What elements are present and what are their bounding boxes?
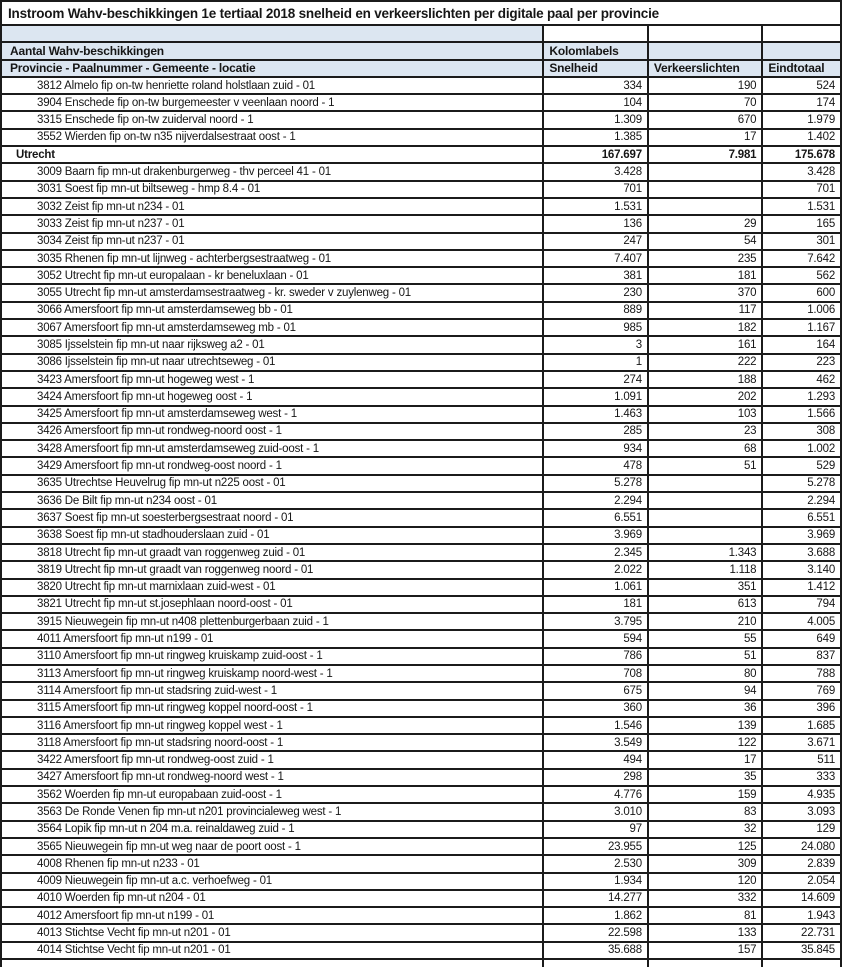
verkeerslichten-value-cell: 7.981 xyxy=(649,147,763,162)
eindtotaal-value-cell: 223 xyxy=(816,356,836,369)
eindtotaal-value-cell: 788 xyxy=(816,667,836,680)
verkeerslichten-value-cell: 670 xyxy=(649,112,763,127)
table-row xyxy=(2,614,840,631)
location-label-cell: 4013 Stichtse Vecht fip mn-ut n201 - 01 xyxy=(2,925,544,940)
location-label-cell: 3115 Amersfoort fip mn-ut ringweg koppel noord-oost - 1 xyxy=(2,701,544,716)
snelheid-value-cell: 708 xyxy=(544,666,649,681)
snelheid-value-cell: 4.776 xyxy=(544,787,649,802)
eindtotaal-value-cell: 2.294 xyxy=(807,494,836,507)
verkeerslichten-value-cell: 68 xyxy=(649,441,763,456)
location-label-cell: 3066 Amersfoort fip mn-ut amsterdamseweg bb - 01 xyxy=(2,303,544,318)
location-label-cell: 3425 Amersfoort fip mn-ut amsterdamseweg west - 1 xyxy=(2,407,544,422)
partial-cell xyxy=(649,960,763,967)
eindtotaal-value-cell: 4.005 xyxy=(807,615,836,628)
verkeerslichten-value-cell xyxy=(649,510,763,525)
table-row xyxy=(2,130,840,147)
table-row xyxy=(2,441,840,458)
eindtotaal-value-cell: 1.943 xyxy=(807,909,836,922)
eindtotaal-value-cell: 794 xyxy=(816,598,836,611)
snelheid-value-cell: 3 xyxy=(544,337,649,352)
snelheid-value-cell: 14.277 xyxy=(544,891,649,906)
table-row xyxy=(2,510,840,527)
table-row xyxy=(2,424,840,441)
table-row xyxy=(2,458,840,475)
eindtotaal-value-cell: 1.006 xyxy=(807,304,836,317)
verkeerslichten-value-cell xyxy=(649,164,763,179)
snelheid-value-cell: 285 xyxy=(544,424,649,439)
verkeerslichten-value-cell: 120 xyxy=(649,874,763,889)
table-row xyxy=(2,631,840,648)
snelheid-value-cell: 594 xyxy=(544,631,649,646)
location-label-cell: 3904 Enschede fip on-tw burgemeester v veenlaan noord - 1 xyxy=(2,95,544,110)
verkeerslichten-value-cell: 54 xyxy=(649,234,763,249)
location-label-cell: 3635 Utrechtse Heuvelrug fip mn-ut n225 oost - 01 xyxy=(2,476,544,491)
verkeerslichten-value-cell: 83 xyxy=(649,804,763,819)
verkeerslichten-value-cell: 159 xyxy=(649,787,763,802)
location-label-cell: 4011 Amersfoort fip mn-ut n199 - 01 xyxy=(2,631,544,646)
partial-cell xyxy=(544,960,649,967)
eindtotaal-value-cell: 1.566 xyxy=(807,408,836,421)
partial-cell xyxy=(2,960,544,967)
verkeerslichten-value-cell xyxy=(649,493,763,508)
table-row xyxy=(2,389,840,406)
table-row xyxy=(2,320,840,337)
location-label-cell: 4012 Amersfoort fip mn-ut n199 - 01 xyxy=(2,908,544,923)
snelheid-value-cell: 786 xyxy=(544,649,649,664)
table-row xyxy=(2,182,840,199)
column-header-snelheid: Snelheid xyxy=(544,61,649,76)
table-row xyxy=(2,234,840,251)
eindtotaal-value-cell: 562 xyxy=(816,269,836,282)
verkeerslichten-value-cell: 70 xyxy=(649,95,763,110)
snelheid-value-cell: 23.955 xyxy=(544,839,649,854)
spacer-row xyxy=(2,26,840,43)
verkeerslichten-value-cell: 133 xyxy=(649,925,763,940)
location-label-cell: 3428 Amersfoort fip mn-ut amsterdamseweg zuid-oost - 1 xyxy=(2,441,544,456)
snelheid-value-cell: 3.795 xyxy=(544,614,649,629)
verkeerslichten-value-cell: 51 xyxy=(649,458,763,473)
eindtotaal-value-cell: 837 xyxy=(816,650,836,663)
table-row xyxy=(2,718,840,735)
table-row xyxy=(2,839,840,856)
verkeerslichten-value-cell: 81 xyxy=(649,908,763,923)
verkeerslichten-value-cell xyxy=(649,528,763,543)
table-row xyxy=(2,580,840,597)
location-label-cell: 3009 Baarn fip mn-ut drakenburgerweg - thv perceel 41 - 01 xyxy=(2,164,544,179)
verkeerslichten-value-cell: 94 xyxy=(649,683,763,698)
location-label-cell: 3110 Amersfoort fip mn-ut ringweg kruiskamp zuid-oost - 1 xyxy=(2,649,544,664)
snelheid-value-cell: 35.688 xyxy=(544,943,649,958)
eindtotaal-value-cell: 6.551 xyxy=(807,511,836,524)
location-label-cell: 3315 Enschede fip on-tw zuiderval noord - 1 xyxy=(2,112,544,127)
column-header-row xyxy=(2,61,840,78)
eindtotaal-value-cell: 396 xyxy=(816,702,836,715)
verkeerslichten-value-cell: 182 xyxy=(649,320,763,335)
eindtotaal-value-cell: 600 xyxy=(816,287,836,300)
verkeerslichten-value-cell: 1.343 xyxy=(649,545,763,560)
verkeerslichten-value-cell: 332 xyxy=(649,891,763,906)
verkeerslichten-value-cell xyxy=(649,199,763,214)
verkeerslichten-value-cell: 235 xyxy=(649,251,763,266)
snelheid-value-cell: 3.428 xyxy=(544,164,649,179)
verkeerslichten-value-cell: 103 xyxy=(649,407,763,422)
table-row xyxy=(2,804,840,821)
eindtotaal-value-cell: 164 xyxy=(816,338,836,351)
snelheid-value-cell: 1.546 xyxy=(544,718,649,733)
eindtotaal-value-cell: 14.609 xyxy=(801,892,836,905)
location-label-cell: 3563 De Ronde Venen fip mn-ut n201 provincialeweg west - 1 xyxy=(2,804,544,819)
eindtotaal-value-cell: 701 xyxy=(816,183,836,196)
eindtotaal-value-cell: 3.428 xyxy=(807,166,836,179)
table-row xyxy=(2,562,840,579)
eindtotaal-value-cell: 1.402 xyxy=(807,131,836,144)
eindtotaal-value-cell: 165 xyxy=(816,217,836,230)
eindtotaal-value-cell: 301 xyxy=(816,235,836,248)
verkeerslichten-value-cell: 122 xyxy=(649,735,763,750)
table-row xyxy=(2,355,840,372)
eindtotaal-value-cell: 769 xyxy=(816,684,836,697)
snelheid-value-cell: 1.463 xyxy=(544,407,649,422)
table-row xyxy=(2,268,840,285)
snelheid-value-cell: 1.061 xyxy=(544,580,649,595)
location-label-cell: 3031 Soest fip mn-ut biltseweg - hmp 8.4 - 01 xyxy=(2,182,544,197)
verkeerslichten-value-cell: 351 xyxy=(649,580,763,595)
verkeerslichten-value-cell: 36 xyxy=(649,701,763,716)
eindtotaal-value-cell: 3.969 xyxy=(807,529,836,542)
location-label-cell: 3637 Soest fip mn-ut soesterbergsestraat noord - 01 xyxy=(2,510,544,525)
snelheid-value-cell: 494 xyxy=(544,752,649,767)
table-row xyxy=(2,476,840,493)
snelheid-value-cell: 247 xyxy=(544,234,649,249)
partial-cell xyxy=(763,960,840,967)
verkeerslichten-value-cell: 181 xyxy=(649,268,763,283)
eindtotaal-value-cell: 1.531 xyxy=(807,200,836,213)
table-row xyxy=(2,251,840,268)
location-label-cell: 3426 Amersfoort fip mn-ut rondweg-noord oost - 1 xyxy=(2,424,544,439)
eindtotaal-value-cell: 524 xyxy=(816,79,836,92)
table-row xyxy=(2,216,840,233)
location-label-cell: 3821 Utrecht fip mn-ut st.josephlaan noord-oost - 01 xyxy=(2,597,544,612)
verkeerslichten-value-cell: 202 xyxy=(649,389,763,404)
verkeerslichten-value-cell: 370 xyxy=(649,285,763,300)
location-label-cell: 3034 Zeist fip mn-ut n237 - 01 xyxy=(2,234,544,249)
location-label-cell: 3052 Utrecht fip mn-ut europalaan - kr beneluxlaan - 01 xyxy=(2,268,544,283)
snelheid-value-cell: 3.549 xyxy=(544,735,649,750)
location-label-cell: 3055 Utrecht fip mn-ut amsterdamsestraatweg - kr. sweder v zuylenweg - 01 xyxy=(2,285,544,300)
table-row xyxy=(2,908,840,925)
location-label-cell: 4014 Stichtse Vecht fip mn-ut n201 - 01 xyxy=(2,943,544,958)
table-row xyxy=(2,372,840,389)
eindtotaal-value-cell: 3.140 xyxy=(807,563,836,576)
snelheid-value-cell: 381 xyxy=(544,268,649,283)
eindtotaal-value-cell: 333 xyxy=(816,771,836,784)
verkeerslichten-value-cell: 161 xyxy=(649,337,763,352)
verkeerslichten-value-cell: 17 xyxy=(649,130,763,145)
verkeerslichten-value-cell: 222 xyxy=(649,355,763,370)
verkeerslichten-value-cell: 32 xyxy=(649,822,763,837)
eindtotaal-value-cell: 24.080 xyxy=(801,840,836,853)
location-label-cell: 3820 Utrecht fip mn-ut marnixlaan zuid-west - 01 xyxy=(2,580,544,595)
snelheid-value-cell: 1.862 xyxy=(544,908,649,923)
verkeerslichten-value-cell xyxy=(649,476,763,491)
location-label-cell: 4010 Woerden fip mn-ut n204 - 01 xyxy=(2,891,544,906)
table-row xyxy=(2,701,840,718)
table-row xyxy=(2,199,840,216)
table-row xyxy=(2,856,840,873)
verkeerslichten-value-cell: 17 xyxy=(649,752,763,767)
verkeerslichten-value-cell: 157 xyxy=(649,943,763,958)
snelheid-value-cell: 1.385 xyxy=(544,130,649,145)
snelheid-value-cell: 478 xyxy=(544,458,649,473)
location-label-cell: 3562 Woerden fip mn-ut europabaan zuid-oost - 1 xyxy=(2,787,544,802)
measure-empty-cell xyxy=(763,43,840,58)
eindtotaal-value-cell: 1.002 xyxy=(807,442,836,455)
snelheid-value-cell: 3.969 xyxy=(544,528,649,543)
snelheid-value-cell: 985 xyxy=(544,320,649,335)
verkeerslichten-value-cell: 190 xyxy=(649,78,763,93)
snelheid-value-cell: 5.278 xyxy=(544,476,649,491)
column-header-verkeerslichten: Verkeerslichten xyxy=(649,61,763,76)
eindtotaal-value-cell: 3.688 xyxy=(807,546,836,559)
snelheid-value-cell: 675 xyxy=(544,683,649,698)
location-label-cell: 3118 Amersfoort fip mn-ut stadsring noord-oost - 1 xyxy=(2,735,544,750)
eindtotaal-value-cell: 529 xyxy=(816,460,836,473)
verkeerslichten-value-cell xyxy=(649,182,763,197)
table-row xyxy=(2,666,840,683)
snelheid-value-cell: 7.407 xyxy=(544,251,649,266)
location-label-cell: 3116 Amersfoort fip mn-ut ringweg koppel west - 1 xyxy=(2,718,544,733)
eindtotaal-value-cell: 1.293 xyxy=(807,390,836,403)
location-label-cell: 4009 Nieuwegein fip mn-ut a.c. verhoefweg - 01 xyxy=(2,874,544,889)
measure-label: Aantal Wahv-beschikkingen xyxy=(2,43,544,58)
eindtotaal-value-cell: 7.642 xyxy=(807,252,836,265)
location-label-cell: 3424 Amersfoort fip mn-ut hogeweg oost - 1 xyxy=(2,389,544,404)
report-title: Instroom Wahv-beschikkingen 1e tertiaal 2018 snelheid en verkeerslichten per digitale paal per provincie xyxy=(2,2,840,26)
eindtotaal-value-cell: 1.167 xyxy=(807,321,836,334)
location-label-cell: 3564 Lopik fip mn-ut n 204 m.a. reinaldaweg zuid - 1 xyxy=(2,822,544,837)
verkeerslichten-value-cell: 55 xyxy=(649,631,763,646)
table-row xyxy=(2,822,840,839)
snelheid-value-cell: 2.345 xyxy=(544,545,649,560)
spacer-label-cell xyxy=(2,26,544,41)
partial-row xyxy=(2,960,840,967)
verkeerslichten-value-cell: 23 xyxy=(649,424,763,439)
spacer-cell xyxy=(544,26,649,41)
verkeerslichten-value-cell: 29 xyxy=(649,216,763,231)
location-label-cell: 3636 De Bilt fip mn-ut n234 oost - 01 xyxy=(2,493,544,508)
table-row xyxy=(2,787,840,804)
spacer-cell xyxy=(763,26,840,41)
eindtotaal-value-cell: 1.685 xyxy=(807,719,836,732)
verkeerslichten-value-cell: 613 xyxy=(649,597,763,612)
snelheid-value-cell: 167.697 xyxy=(544,147,649,162)
eindtotaal-value-cell: 308 xyxy=(816,425,836,438)
measure-row xyxy=(2,43,840,60)
verkeerslichten-value-cell: 139 xyxy=(649,718,763,733)
location-label-cell: 3429 Amersfoort fip mn-ut rondweg-oost noord - 1 xyxy=(2,458,544,473)
eindtotaal-value-cell: 35.845 xyxy=(801,944,836,957)
table-row xyxy=(2,407,840,424)
table-row xyxy=(2,95,840,112)
snelheid-value-cell: 889 xyxy=(544,303,649,318)
snelheid-value-cell: 1.531 xyxy=(544,199,649,214)
snelheid-value-cell: 934 xyxy=(544,441,649,456)
row-header-label: Provincie - Paalnummer - Gemeente - locatie xyxy=(2,61,544,76)
table-row xyxy=(2,649,840,666)
verkeerslichten-value-cell: 35 xyxy=(649,770,763,785)
snelheid-value-cell: 1 xyxy=(544,355,649,370)
location-label-cell: 3422 Amersfoort fip mn-ut rondweg-oost zuid - 1 xyxy=(2,752,544,767)
verkeerslichten-value-cell: 125 xyxy=(649,839,763,854)
table-row xyxy=(2,891,840,908)
snelheid-value-cell: 298 xyxy=(544,770,649,785)
location-label-cell: 3032 Zeist fip mn-ut n234 - 01 xyxy=(2,199,544,214)
eindtotaal-value-cell: 129 xyxy=(816,823,836,836)
snelheid-value-cell: 6.551 xyxy=(544,510,649,525)
snelheid-value-cell: 2.530 xyxy=(544,856,649,871)
snelheid-value-cell: 2.294 xyxy=(544,493,649,508)
verkeerslichten-value-cell: 309 xyxy=(649,856,763,871)
snelheid-value-cell: 360 xyxy=(544,701,649,716)
location-label-cell: 3423 Amersfoort fip mn-ut hogeweg west - 1 xyxy=(2,372,544,387)
location-label-cell: 3812 Almelo fip on-tw henriette roland holstlaan zuid - 01 xyxy=(2,78,544,93)
table-row xyxy=(2,770,840,787)
table-row xyxy=(2,735,840,752)
verkeerslichten-value-cell: 80 xyxy=(649,666,763,681)
eindtotaal-value-cell: 1.412 xyxy=(807,581,836,594)
snelheid-value-cell: 104 xyxy=(544,95,649,110)
snelheid-value-cell: 274 xyxy=(544,372,649,387)
eindtotaal-value-cell: 2.839 xyxy=(807,857,836,870)
location-label-cell: 3552 Wierden fip on-tw n35 nijverdalsestraat oost - 1 xyxy=(2,130,544,145)
location-label-cell: 3819 Utrecht fip mn-ut graadt van roggenweg noord - 01 xyxy=(2,562,544,577)
snelheid-value-cell: 136 xyxy=(544,216,649,231)
table-row xyxy=(2,597,840,614)
verkeerslichten-value-cell: 188 xyxy=(649,372,763,387)
table-body xyxy=(2,78,840,960)
eindtotaal-value-cell: 2.054 xyxy=(807,875,836,888)
location-label-cell: Utrecht xyxy=(2,147,544,162)
table-row xyxy=(2,925,840,942)
verkeerslichten-value-cell: 51 xyxy=(649,649,763,664)
eindtotaal-value-cell: 1.979 xyxy=(807,114,836,127)
eindtotaal-value-cell: 5.278 xyxy=(807,477,836,490)
location-label-cell: 3114 Amersfoort fip mn-ut stadsring zuid-west - 1 xyxy=(2,683,544,698)
eindtotaal-value-cell: 4.935 xyxy=(807,788,836,801)
eindtotaal-value-cell: 511 xyxy=(817,754,836,767)
snelheid-value-cell: 1.309 xyxy=(544,112,649,127)
location-label-cell: 3638 Soest fip mn-ut stadhouderslaan zuid - 01 xyxy=(2,528,544,543)
snelheid-value-cell: 97 xyxy=(544,822,649,837)
eindtotaal-value-cell: 22.731 xyxy=(801,927,836,940)
table-row xyxy=(2,752,840,769)
eindtotaal-value-cell: 175.678 xyxy=(794,148,835,161)
table-row xyxy=(2,874,840,891)
verkeerslichten-value-cell: 1.118 xyxy=(649,562,763,577)
location-label-cell: 3033 Zeist fip mn-ut n237 - 01 xyxy=(2,216,544,231)
snelheid-value-cell: 230 xyxy=(544,285,649,300)
spacer-cell xyxy=(649,26,763,41)
location-label-cell: 3086 Ijsselstein fip mn-ut naar utrechtseweg - 01 xyxy=(2,355,544,370)
location-label-cell: 4008 Rhenen fip mn-ut n233 - 01 xyxy=(2,856,544,871)
table-row xyxy=(2,112,840,129)
snelheid-value-cell: 181 xyxy=(544,597,649,612)
snelheid-value-cell: 1.934 xyxy=(544,874,649,889)
location-label-cell: 3067 Amersfoort fip mn-ut amsterdamseweg mb - 01 xyxy=(2,320,544,335)
snelheid-value-cell: 22.598 xyxy=(544,925,649,940)
table-row xyxy=(2,545,840,562)
location-label-cell: 3818 Utrecht fip mn-ut graadt van roggenweg zuid - 01 xyxy=(2,545,544,560)
measure-empty-cell xyxy=(649,43,763,58)
location-label-cell: 3113 Amersfoort fip mn-ut ringweg kruiskamp noord-west - 1 xyxy=(2,666,544,681)
verkeerslichten-value-cell: 210 xyxy=(649,614,763,629)
table-row xyxy=(2,78,840,95)
table-row xyxy=(2,943,840,960)
verkeerslichten-value-cell: 117 xyxy=(649,303,763,318)
table-row xyxy=(2,285,840,302)
table-row xyxy=(2,528,840,545)
snelheid-value-cell: 2.022 xyxy=(544,562,649,577)
snelheid-value-cell: 701 xyxy=(544,182,649,197)
eindtotaal-value-cell: 649 xyxy=(816,633,836,646)
table-row xyxy=(2,493,840,510)
location-label-cell: 3085 Ijsselstein fip mn-ut naar rijksweg a2 - 01 xyxy=(2,337,544,352)
eindtotaal-value-cell: 3.671 xyxy=(807,736,836,749)
table-row xyxy=(2,147,840,164)
location-label-cell: 3565 Nieuwegein fip mn-ut weg naar de poort oost - 1 xyxy=(2,839,544,854)
location-label-cell: 3427 Amersfoort fip mn-ut rondweg-noord west - 1 xyxy=(2,770,544,785)
eindtotaal-value-cell: 174 xyxy=(816,96,836,109)
table-row xyxy=(2,337,840,354)
snelheid-value-cell: 1.091 xyxy=(544,389,649,404)
location-label-cell: 3035 Rhenen fip mn-ut lijnweg - achterbergsestraatweg - 01 xyxy=(2,251,544,266)
eindtotaal-value-cell: 3.093 xyxy=(807,806,836,818)
table-row xyxy=(2,683,840,700)
table-row xyxy=(2,164,840,181)
snelheid-value-cell: 334 xyxy=(544,78,649,93)
table-row xyxy=(2,303,840,320)
location-label-cell: 3915 Nieuwegein fip mn-ut n408 plettenburgerbaan zuid - 1 xyxy=(2,614,544,629)
eindtotaal-value-cell: 462 xyxy=(816,373,836,386)
snelheid-value-cell: 3.010 xyxy=(544,804,649,819)
kolomlabels-label: Kolomlabels xyxy=(544,43,649,58)
column-header-eindtotaal: Eindtotaal xyxy=(763,61,840,76)
